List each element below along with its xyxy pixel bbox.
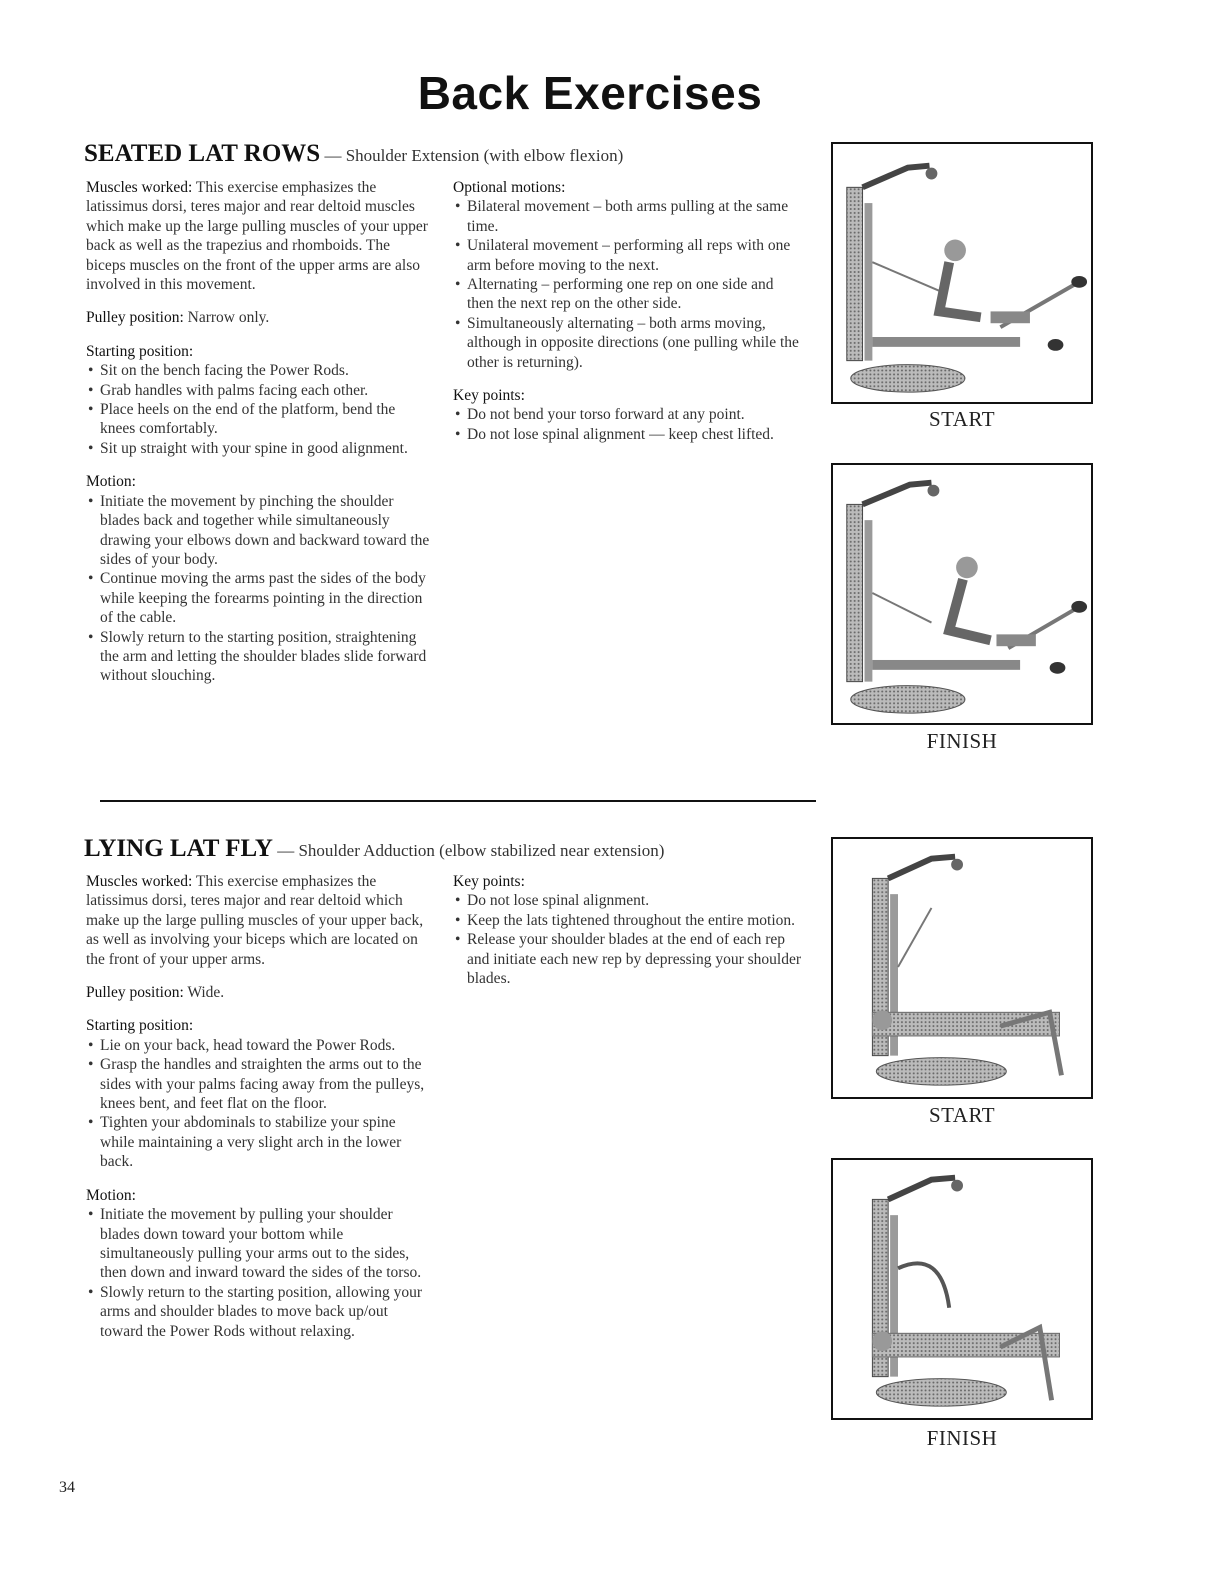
list-item: • Grab handles with palms facing each other.: [86, 381, 430, 400]
section-subtitle: — Shoulder Extension (with elbow flexion): [320, 146, 624, 165]
starting-position-list: [86, 1036, 430, 1172]
muscles-worked: Muscles worked: This exercise emphasizes the latissimus dorsi, teres major and rear deltoid muscles which make up the large pulling muscles of your upper back as well as the trapezius and rhomboids. The biceps muscles on the front of the upper arms are also involved in this movement.: [86, 179, 428, 294]
optional-motions-list: [453, 197, 801, 372]
section-divider: [100, 800, 816, 802]
list-item: • Simultaneously alternating – both arms moving, although in opposite directions (one pulling while the other is returning).: [453, 314, 801, 372]
list-item: • Slowly return to the starting position, straightening the arm and letting the shoulder blades slide forward without slouching.: [86, 628, 430, 686]
list-item: • Do not lose spinal alignment.: [453, 891, 801, 910]
list-item: • Do not lose spinal alignment — keep chest lifted.: [453, 425, 801, 444]
motion: Motion: • Initiate the movement by pinching the shoulder blades back and together while simultaneously drawing your elbows down and backward toward the sides of your body. • Continue moving the arms past the sides of the body while keeping the forearms pointing in the direction of the cable. • Slowly return to the starting position, straightening the arm and letting the shoulder blades slide forward without slouching.: [86, 472, 430, 685]
home-gym-seated-finish-illustration: [833, 465, 1091, 723]
list-item: • Keep the lats tightened throughout the entire motion.: [453, 911, 801, 930]
list-item: • Bilateral movement – both arms pulling at the same time.: [453, 197, 801, 236]
starting-position-list: [86, 361, 430, 458]
optional-motions: Optional motions: • Bilateral movement – both arms pulling at the same time. • Unilateral movement – performing all reps with one arm before moving to the next. • Alternating – performing one rep on one side and then the next rep on the other side. • Simultaneously alternating – both arms moving, although in opposite directions (one pulling while the other is returning).: [453, 178, 801, 372]
list-item: • Initiate the movement by pinching the shoulder blades back and together while simultaneously drawing your elbows down and backward toward the sides of your body.: [86, 492, 430, 570]
finish-caption: FINISH: [926, 1426, 998, 1450]
list-item: • Continue moving the arms past the sides of the body while keeping the forearms pointing in the direction of the cable.: [86, 569, 430, 627]
list-item: • Unilateral movement – performing all reps with one arm before moving to the next.: [453, 236, 801, 275]
seated-lat-rows-start-photo: [831, 142, 1093, 404]
section-title: SEATED LAT ROWS: [84, 140, 321, 167]
starting-position: Starting position: • Sit on the bench facing the Power Rods. • Grab handles with palms facing each other. • Place heels on the end of the platform, bend the knees comfortably. • Sit up straight with your spine in good alignment.: [86, 342, 430, 458]
seated-lat-rows-heading: [84, 140, 623, 168]
lying-lat-fly-right-column: [453, 872, 801, 1002]
list-item: • Slowly return to the starting position, allowing your arms and shoulder blades to move back up/out toward the Power Rods without relaxing.: [86, 1283, 430, 1341]
pulley-position: Pulley position: Wide.: [86, 984, 225, 1002]
list-item: • Sit up straight with your spine in good alignment.: [86, 439, 430, 458]
motion-list: [86, 1205, 430, 1341]
start-caption: START: [928, 407, 996, 431]
list-item: • Sit on the bench facing the Power Rods.: [86, 361, 430, 380]
seated-lat-rows-right-column: [453, 178, 801, 458]
home-gym-lying-start-illustration: [833, 839, 1091, 1097]
list-item: • Grasp the handles and straighten the arms out to the sides with your palms facing away from the pulleys, knees bent, and feet flat on the floor.: [86, 1055, 430, 1113]
page-number: 34: [59, 1479, 75, 1496]
list-item: • Initiate the movement by pulling your shoulder blades down toward your bottom while simultaneously pulling your arms out to the sides, then down and inward toward the sides of the torso.: [86, 1205, 430, 1283]
list-item: • Release your shoulder blades at the end of each rep and initiate each new rep by depressing your shoulder blades.: [453, 930, 801, 988]
lying-lat-fly-finish-photo: [831, 1158, 1093, 1420]
seated-lat-rows-finish-photo: [831, 463, 1093, 725]
pulley-position: Pulley position: Narrow only.: [86, 309, 270, 327]
list-item: • Lie on your back, head toward the Power Rods.: [86, 1036, 430, 1055]
motion-list: [86, 492, 430, 686]
home-gym-seated-start-illustration: [833, 144, 1091, 402]
list-item: • Place heels on the end of the platform, bend the knees comfortably.: [86, 400, 430, 439]
starting-position: Starting position: • Lie on your back, head toward the Power Rods. • Grasp the handles and straighten the arms out to the sides with your palms facing away from the pulleys, knees bent, and feet flat on the floor. • Tighten your abdominals to stabilize your spine while maintaining a very slight arch in the lower back.: [86, 1016, 430, 1171]
muscles-worked: Muscles worked: This exercise emphasizes the latissimus dorsi, teres major and rear deltoid which make up the large pulling muscles of your upper back, as well as involving your biceps which are located on the front of your upper arms.: [86, 873, 424, 968]
start-caption: START: [928, 1103, 996, 1127]
motion: Motion: • Initiate the movement by pulling your shoulder blades down toward your bottom while simultaneously pulling your arms out to the sides, then down and inward toward the sides of the torso. • Slowly return to the starting position, allowing your arms and shoulder blades to move back up/out toward the Power Rods without relaxing.: [86, 1186, 430, 1341]
section-title: LYING LAT FLY: [84, 835, 273, 862]
list-item: • Tighten your abdominals to stabilize your spine while maintaining a very slight arch in the lower back.: [86, 1113, 430, 1171]
list-item: • Do not bend your torso forward at any point.: [453, 405, 801, 424]
home-gym-lying-finish-illustration: [833, 1160, 1091, 1418]
list-item: • Alternating – performing one rep on one side and then the next rep on the other side.: [453, 275, 801, 314]
lying-lat-fly-heading: [84, 835, 664, 863]
section-subtitle: — Shoulder Adduction (elbow stabilized near extension): [272, 841, 665, 860]
lying-lat-fly-left-column: [86, 872, 430, 1355]
key-points: Key points: • Do not lose spinal alignment. • Keep the lats tightened throughout the entire motion. • Release your shoulder blades at the end of each rep and initiate each new rep by depressing your shoulder blades.: [453, 872, 801, 988]
lying-lat-fly-start-photo: [831, 837, 1093, 1099]
key-points-list: [453, 891, 801, 988]
key-points-list: [453, 405, 801, 444]
finish-caption: FINISH: [926, 729, 998, 753]
page-title: Back Exercises: [417, 67, 763, 119]
seated-lat-rows-left-column: [86, 178, 430, 700]
key-points: Key points: • Do not bend your torso forward at any point. • Do not lose spinal alignment — keep chest lifted.: [453, 386, 801, 444]
